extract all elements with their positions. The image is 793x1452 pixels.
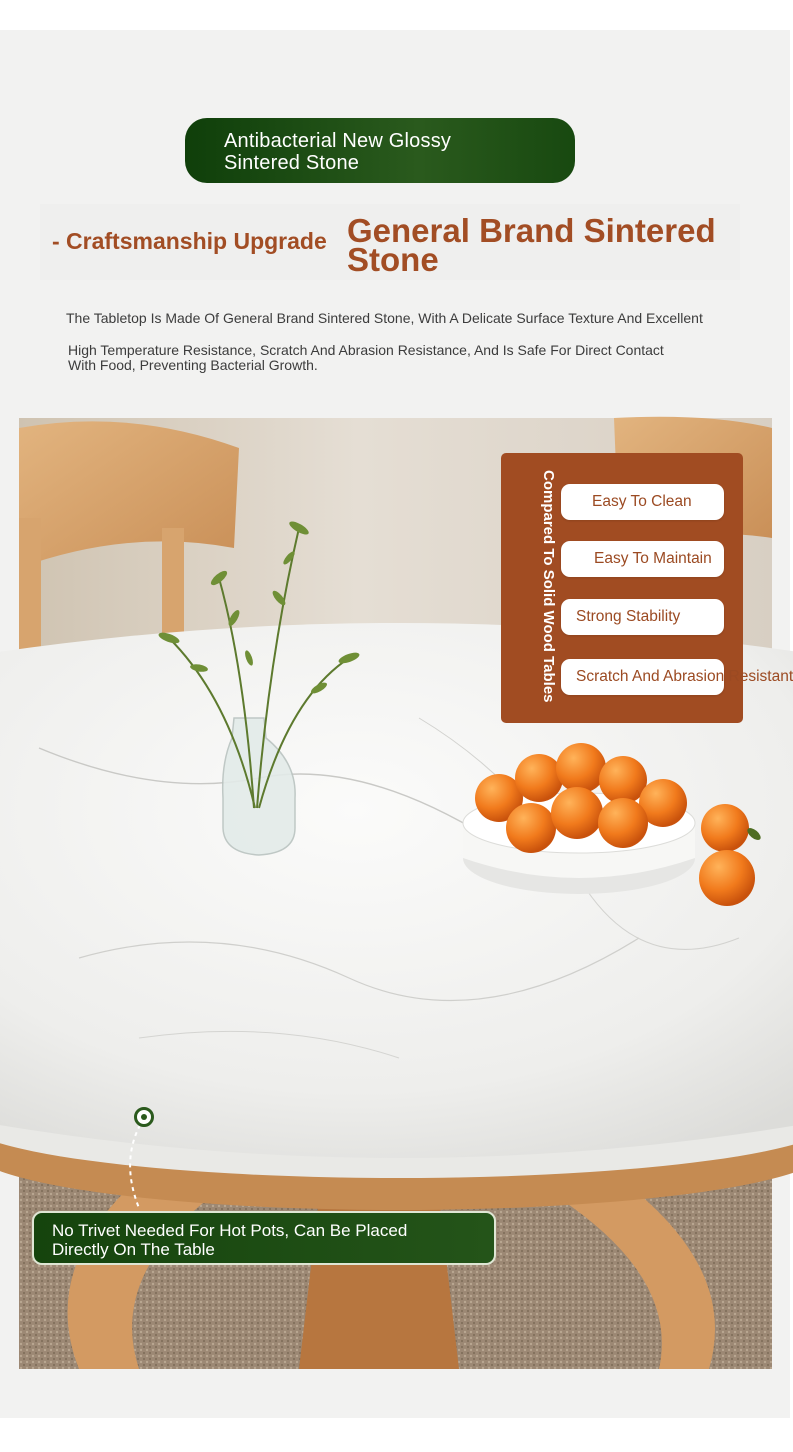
top-margin — [0, 0, 790, 30]
description-line-1: The Tabletop Is Made Of General Brand Sintered Stone, With A Delicate Surface Texture And Excellent — [66, 310, 703, 326]
description-paragraph — [68, 343, 688, 373]
brand-heading — [347, 212, 747, 278]
brand-heading-line-1: General Brand Sintered — [347, 212, 716, 249]
note-line-2: Directly On The Table — [52, 1240, 215, 1259]
feature-label: Strong Stability — [576, 608, 681, 625]
craftsmanship-upgrade-label: - Craftsmanship Upgrade — [52, 228, 327, 254]
bottom-margin — [0, 1418, 790, 1452]
description-line-2: High Temperature Resistance, Scratch And Abrasion Resistance, And Is Safe For Direct Contact — [68, 342, 664, 358]
brand-heading-line-2: Stone — [347, 241, 439, 278]
feature-easy-to-clean — [561, 484, 724, 520]
callout-marker-icon — [134, 1107, 154, 1127]
note-line-1: No Trivet Needed For Hot Pots, Can Be Placed — [52, 1221, 408, 1240]
title-line-2: Sintered Stone — [224, 152, 360, 174]
feature-easy-to-maintain — [561, 541, 724, 577]
description-line-3: With Food, Preventing Bacterial Growth. — [68, 357, 318, 373]
feature-scratch-resistant — [561, 659, 793, 695]
title-banner — [185, 118, 575, 183]
feature-label: Scratch And Abrasion Resistant — [576, 668, 793, 685]
feature-label: Easy To Clean — [592, 493, 692, 510]
title-line-1: Antibacterial New Glossy — [224, 130, 452, 152]
hot-pot-note — [32, 1211, 496, 1265]
comparison-vertical-label: Compared To Solid Wood Tables — [540, 470, 557, 703]
feature-strong-stability — [561, 599, 724, 635]
feature-label: Easy To Maintain — [594, 550, 712, 567]
